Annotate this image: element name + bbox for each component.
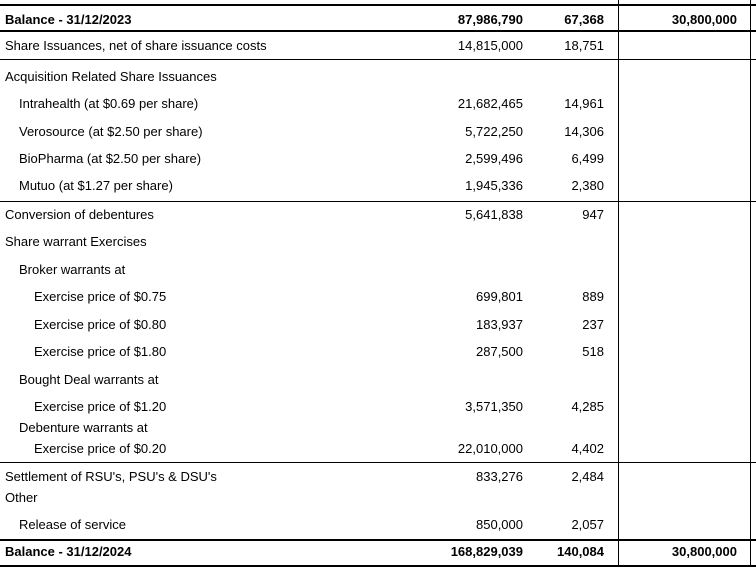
row-label: Share warrant Exercises [5, 234, 147, 249]
row-label: Release of service [19, 517, 126, 532]
amount-value: 518 [582, 344, 604, 359]
shares-value: 5,722,250 [465, 124, 523, 139]
amount-value: 18,751 [564, 38, 604, 53]
right-vertical-rule [750, 0, 751, 566]
amount-value: 237 [582, 317, 604, 332]
shares-value: 1,945,336 [465, 178, 523, 193]
amount-value: 4,285 [571, 399, 604, 414]
row-label: Exercise price of $1.80 [34, 344, 167, 359]
shares-value: 287,500 [476, 344, 523, 359]
row-label: Conversion of debentures [5, 207, 154, 222]
row-label: Bought Deal warrants at [19, 372, 159, 387]
top-border [0, 4, 756, 6]
shares-value: 168,829,039 [450, 544, 523, 559]
third-column-value: 30,800,000 [671, 544, 737, 559]
amount-value: 14,961 [564, 96, 604, 111]
row-label: Exercise price of $0.80 [34, 317, 167, 332]
separator-before-acquisition [0, 59, 756, 60]
bottom-border [0, 565, 756, 567]
shares-value: 87,986,790 [457, 12, 523, 27]
row-label: Share Issuances, net of share issuance costs [5, 38, 267, 53]
shares-value: 14,815,000 [457, 38, 523, 53]
row-label: Exercise price of $0.20 [34, 441, 167, 456]
amount-value: 6,499 [571, 151, 604, 166]
row-label: Balance - 31/12/2024 [5, 544, 132, 559]
shares-value: 833,276 [476, 469, 523, 484]
shares-value: 3,571,350 [465, 399, 523, 414]
final-balance-top-border [0, 539, 756, 541]
separator-before-conversion [0, 201, 756, 202]
shares-value: 22,010,000 [457, 441, 523, 456]
separator-before-settlement [0, 462, 756, 463]
third-column-value: 30,800,000 [671, 12, 737, 27]
row-label: Settlement of RSU's, PSU's & DSU's [5, 469, 217, 484]
row-label: Balance - 31/12/2023 [5, 12, 132, 27]
amount-value: 14,306 [564, 124, 604, 139]
row-label: Exercise price of $1.20 [34, 399, 167, 414]
amount-value: 2,380 [571, 178, 604, 193]
row-label: Acquisition Related Share Issuances [5, 69, 217, 84]
amount-value: 2,057 [571, 517, 604, 532]
mid-vertical-rule [618, 0, 619, 566]
shares-value: 699,801 [476, 289, 523, 304]
amount-value: 947 [582, 207, 604, 222]
row-label: BioPharma (at $2.50 per share) [19, 151, 202, 166]
shares-value: 5,641,838 [465, 207, 523, 222]
header-separator [0, 30, 756, 32]
shares-value: 850,000 [476, 517, 523, 532]
shares-value: 2,599,496 [465, 151, 523, 166]
row-label: Other [5, 490, 38, 505]
row-label: Exercise price of $0.75 [34, 289, 167, 304]
amount-value: 889 [582, 289, 604, 304]
row-label: Debenture warrants at [19, 420, 148, 435]
row-label: Broker warrants at [19, 262, 126, 277]
row-label: Intrahealth (at $0.69 per share) [19, 96, 199, 111]
amount-value: 67,368 [564, 12, 604, 27]
amount-value: 4,402 [571, 441, 604, 456]
row-label: Verosource (at $2.50 per share) [19, 124, 203, 139]
row-label: Mutuo (at $1.27 per share) [19, 178, 173, 193]
amount-value: 140,084 [557, 544, 604, 559]
amount-value: 2,484 [571, 469, 604, 484]
shares-value: 183,937 [476, 317, 523, 332]
shares-value: 21,682,465 [457, 96, 523, 111]
